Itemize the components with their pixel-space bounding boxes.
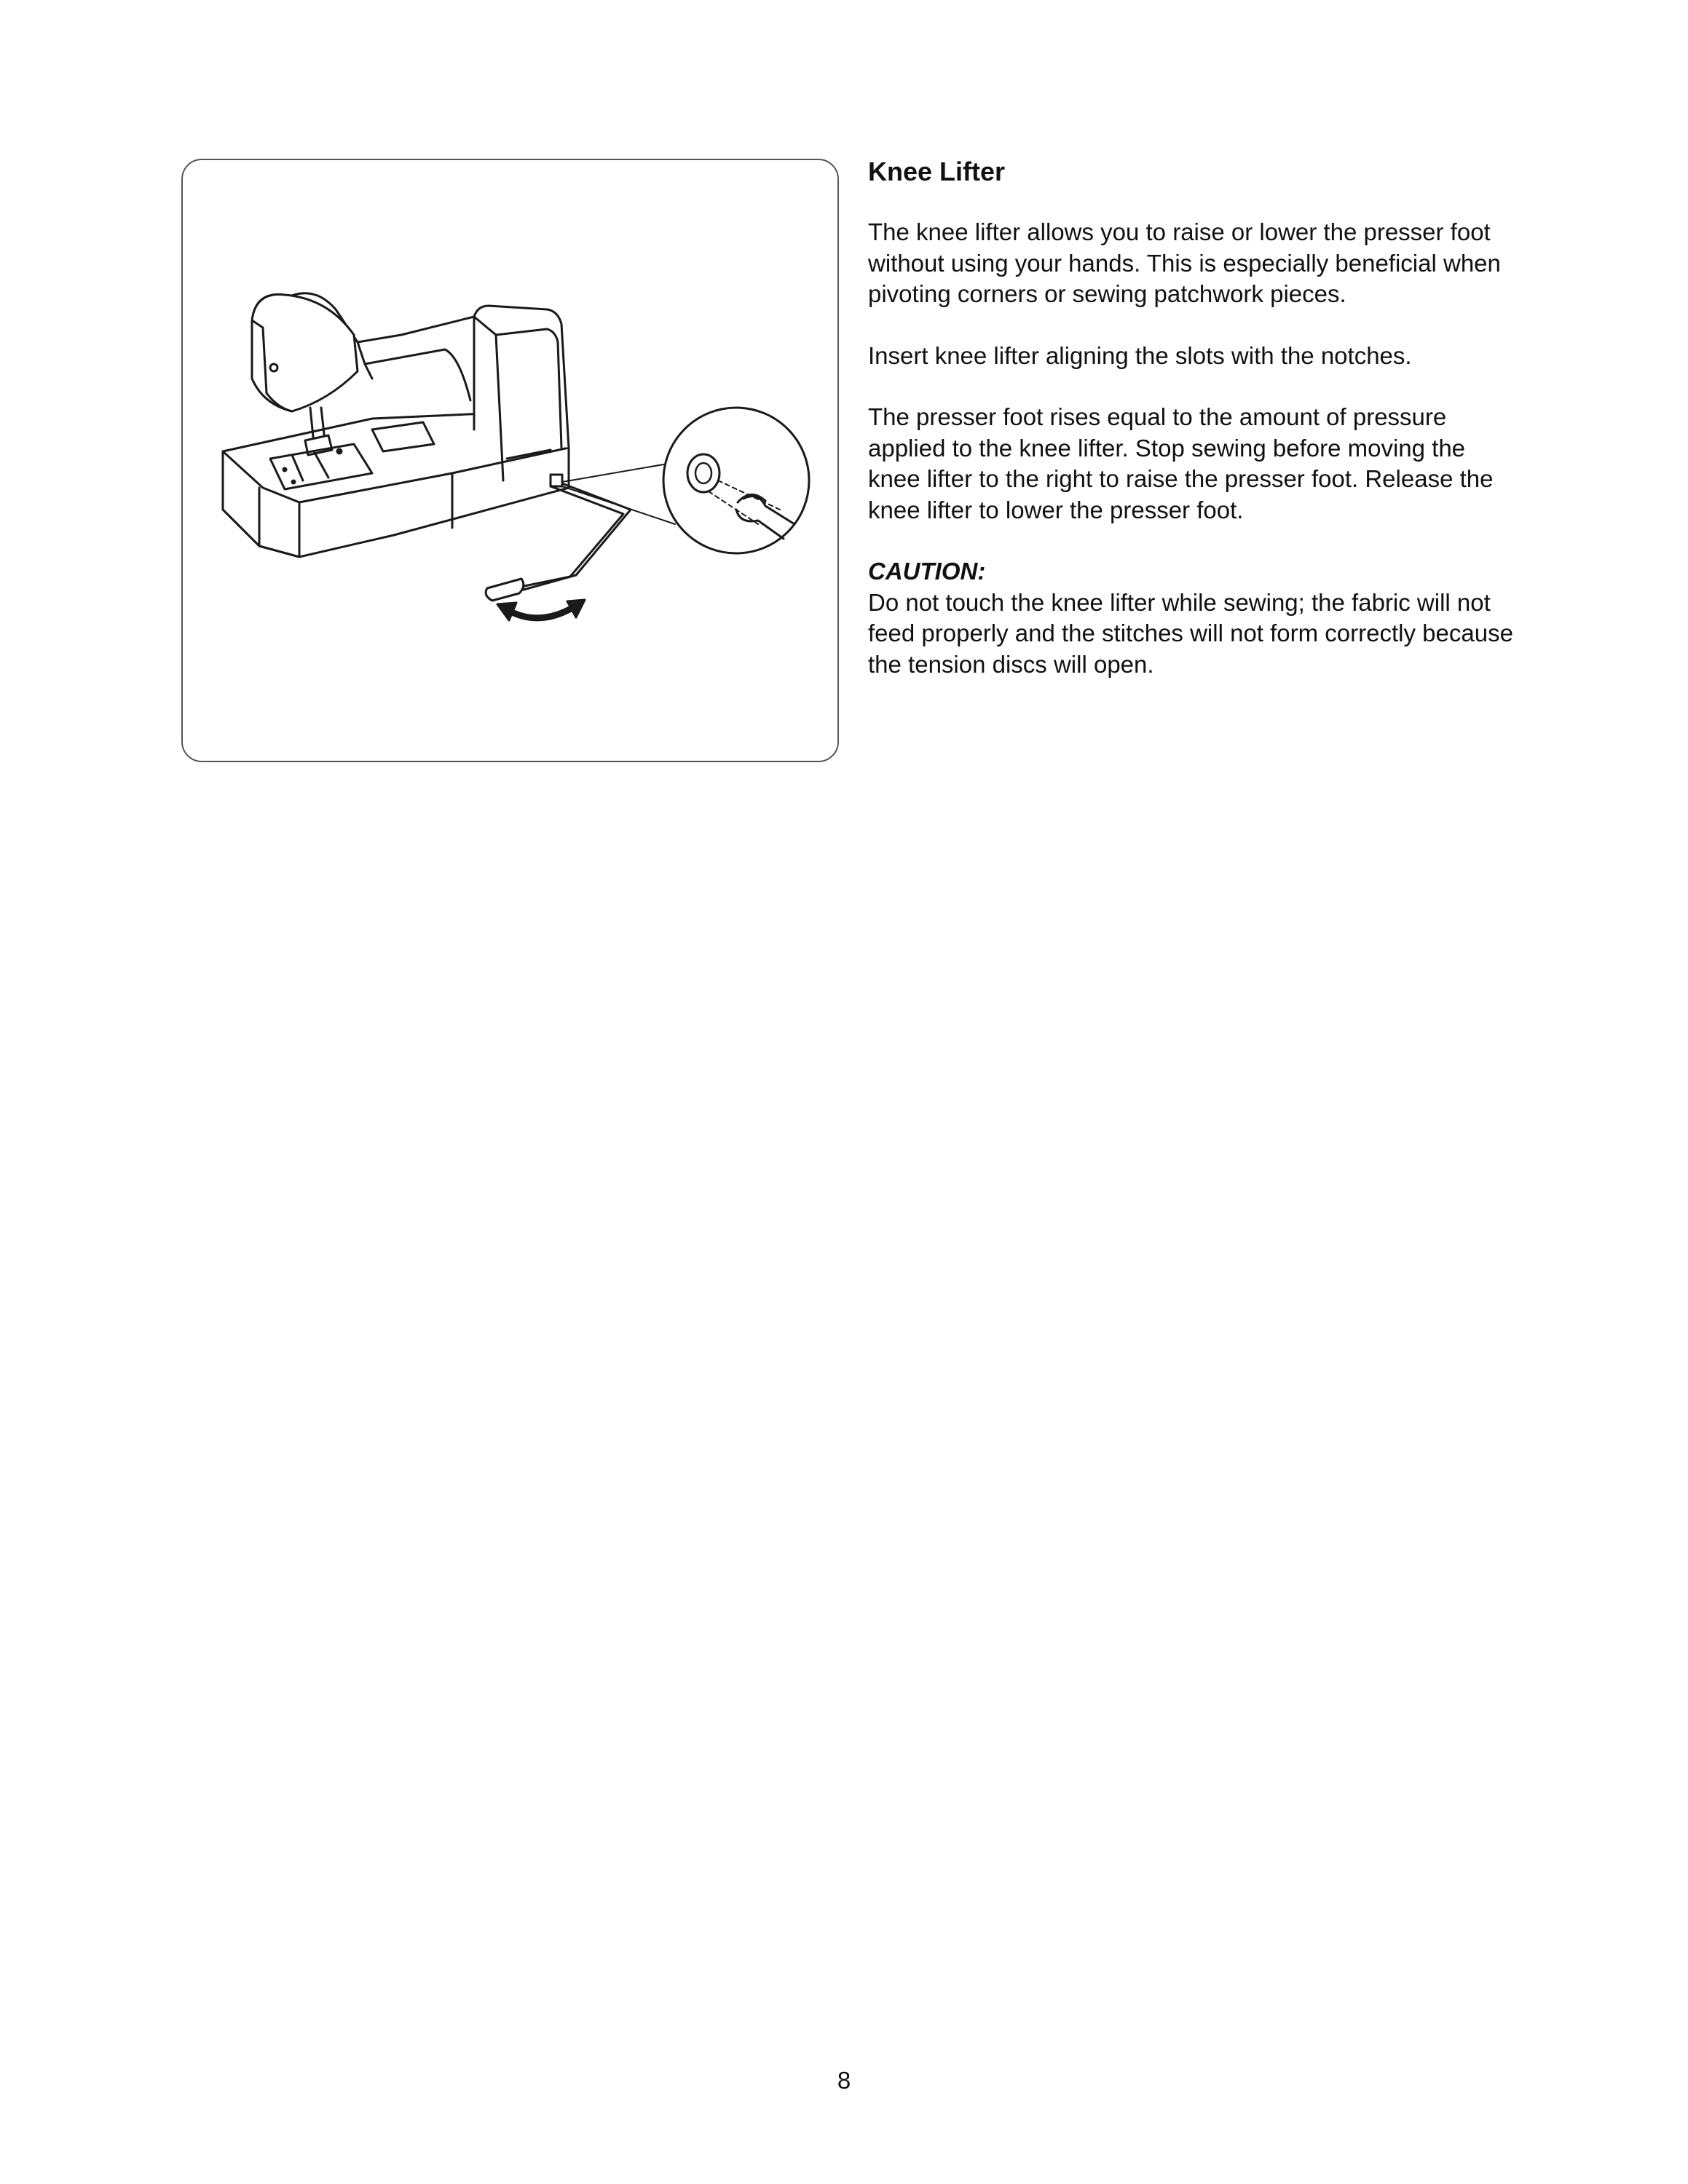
operation-paragraph: The presser foot rises equal to the amount of pressure applied to the knee lifter. Stop sewing before moving the knee lifter to the right to raise the presser foot. Release the knee lifter to lower the presser foot.: [868, 403, 1494, 523]
intro-paragraph: The knee lifter allows you to raise or lower the presser foot without using your hands. This is especially beneficial when pivoting corners or sewing patchwork pieces.: [868, 218, 1501, 307]
sewing-machine-knee-lifter-illustration: [183, 160, 837, 761]
curved-arrow-icon: [497, 600, 585, 620]
caution-label: CAUTION:: [868, 558, 986, 585]
sewing-machine-body: [223, 293, 569, 557]
text-column: [868, 156, 1523, 680]
caution-text: Do not touch the knee lifter while sewing; the fabric will not feed properly and the stitches will not form correctly because the tension discs will open.: [868, 588, 1513, 678]
illustration-panel: [181, 159, 839, 762]
insert-paragraph: Insert knee lifter aligning the slots with the notches.: [868, 341, 1412, 369]
page-number: 8: [837, 2067, 851, 2094]
section-title: Knee Lifter: [868, 157, 1006, 186]
detail-magnifier: [663, 408, 809, 553]
